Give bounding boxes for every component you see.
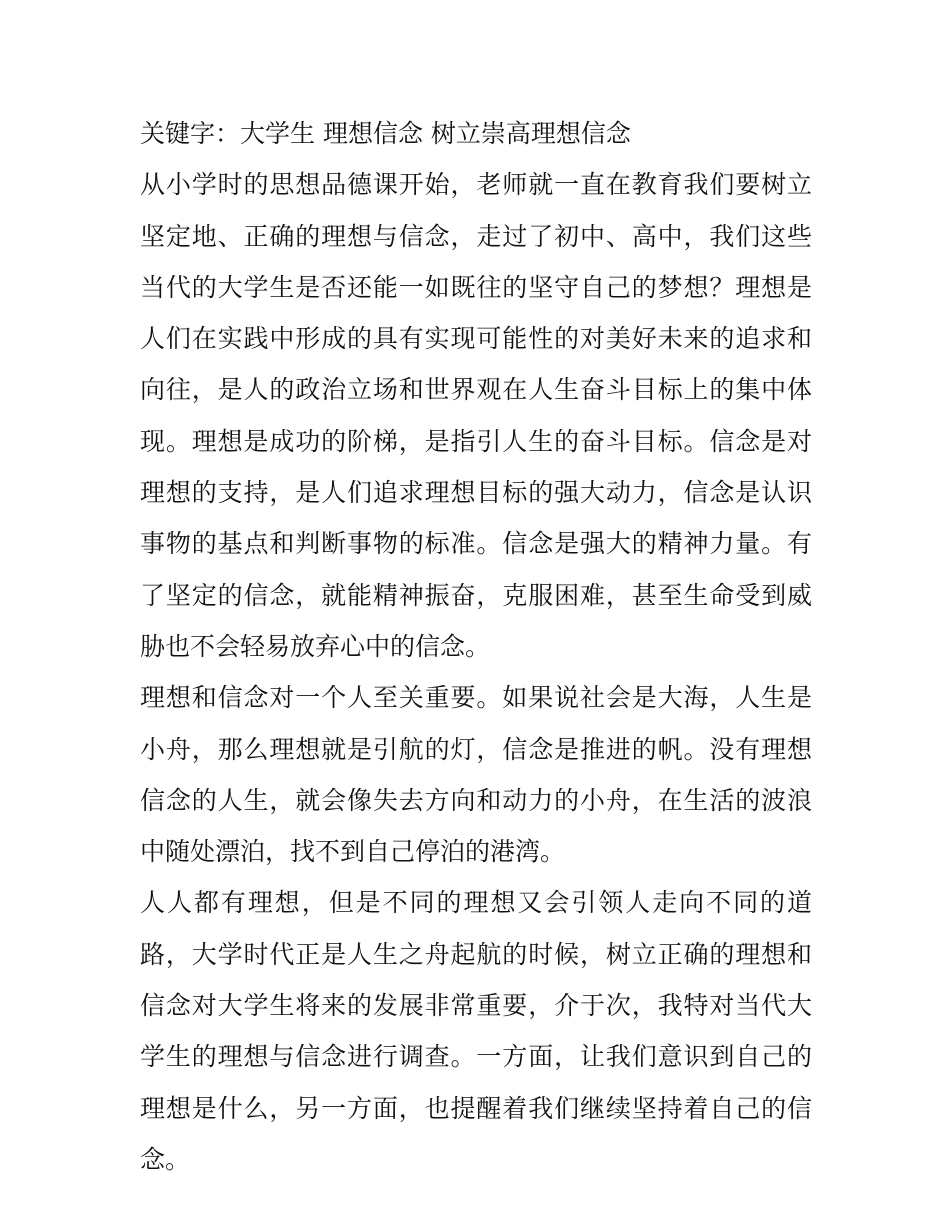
paragraph-2: 理想和信念对一个人至关重要。如果说社会是大海，人生是小舟，那么理想就是引航的灯，信念是推进的帆。没有理想信念的人生，就会像失去方向和动力的小舟，在生活的波浪中随处漂泊，找不到自己停泊的港湾。 — [140, 683, 812, 867]
paragraph-1: 从小学时的思想品德课开始，老师就一直在教育我们要树立坚定地、正确的理想与信念，走过了初中、高中，我们这些当代的大学生是否还能一如既往的坚守自己的梦想？理想是人们在实践中形成的具有实现可能性的对美好未来的追求和向往，是人的政治立场和世界观在人生奋斗目标上的集中体现。理想是成功的阶梯，是指引人生的奋斗目标。信念是对理想的支持，是人们追求理想目标的强大动力，信念是认识事物的基点和判断事物的标准。信念是强大的精神力量。有了坚定的信念，就能精神振奋，克服困难，甚至生命受到威胁也不会轻易放弃心中的信念。 — [140, 170, 812, 661]
paragraph-3: 人人都有理想，但是不同的理想又会引领人走向不同的道路，大学时代正是人生之舟起航的时候，树立正确的理想和信念对大学生将来的发展非常重要，介于次，我特对当代大学生的理想与信念进行调查。一方面，让我们意识到自己的理想是什么，另一方面，也提醒着我们继续坚持着自己的信念。 — [140, 888, 812, 1174]
document-body — [140, 108, 812, 1185]
keywords-line: 关键字：大学生 理想信念 树立崇高理想信念 — [140, 119, 631, 148]
